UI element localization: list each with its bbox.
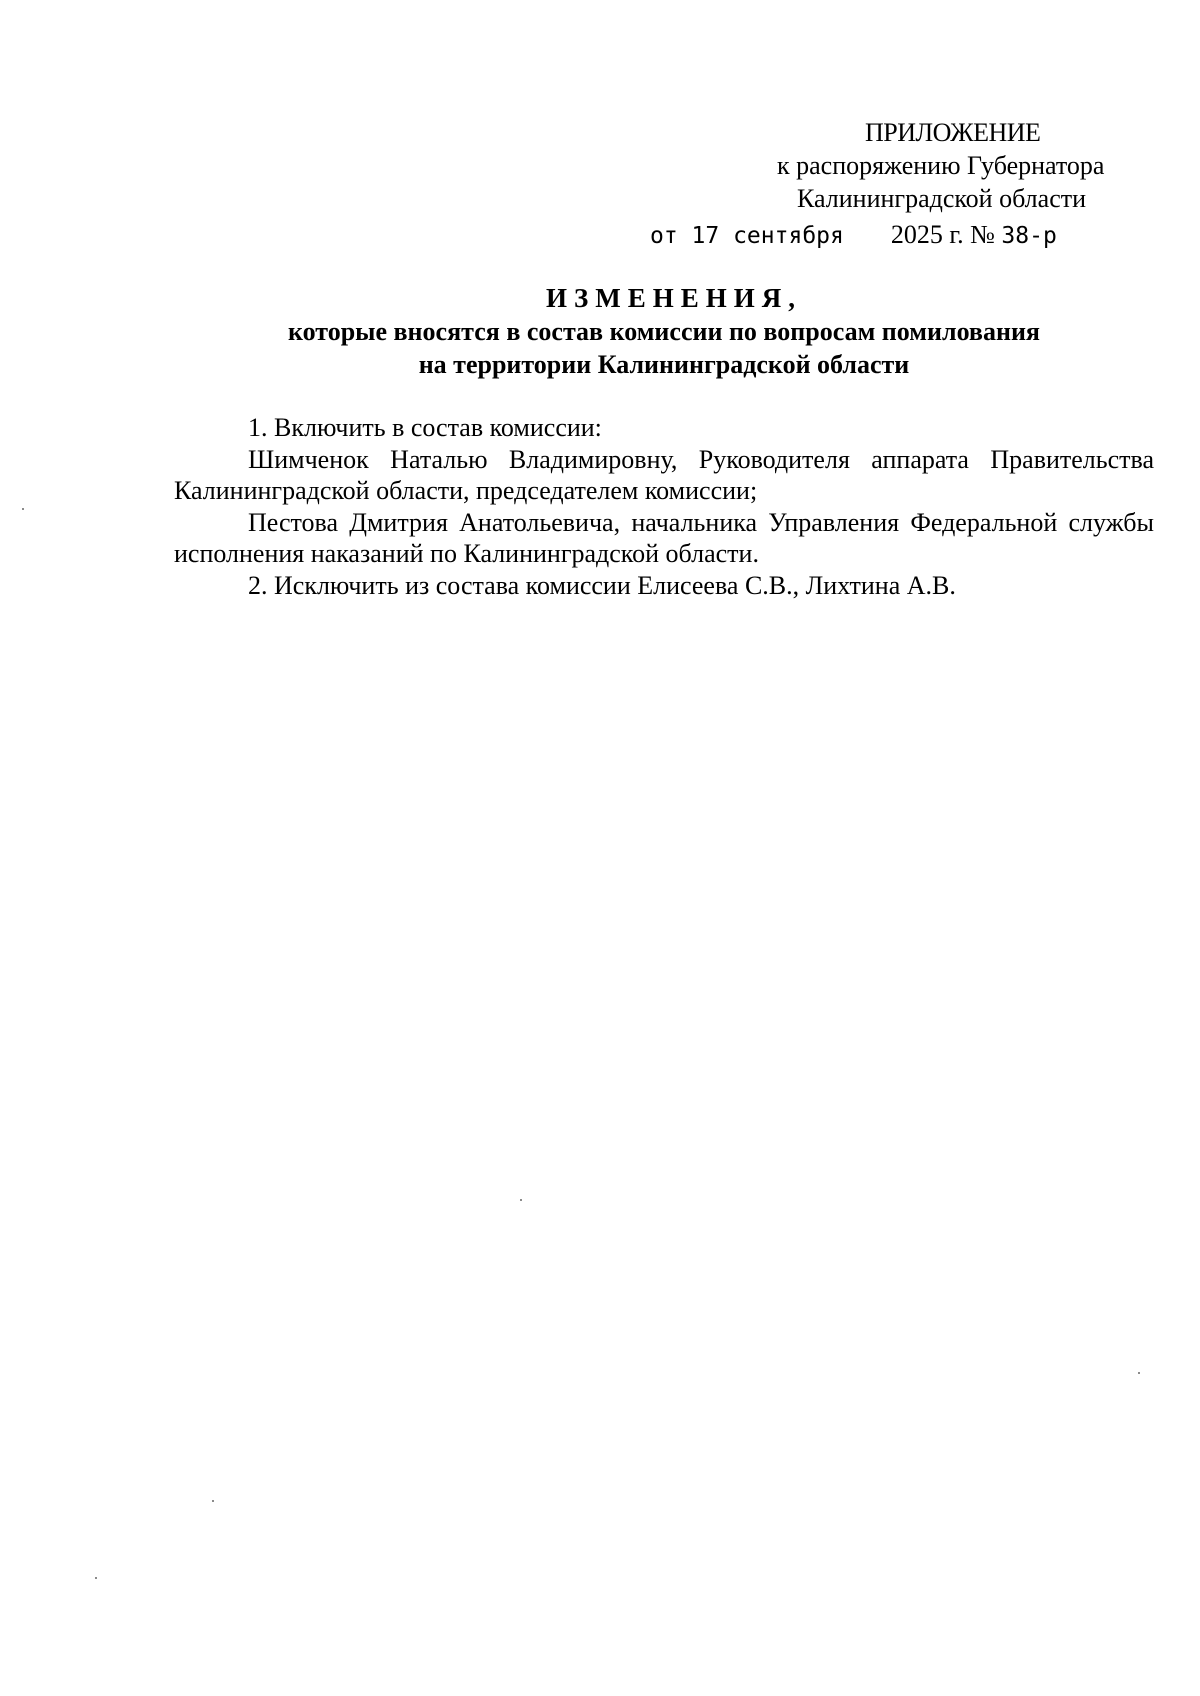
scan-speck bbox=[212, 1500, 214, 1502]
appendix-reference: к распоряжению Губернатора bbox=[777, 151, 1105, 180]
title-subtitle-line2: на территории Калининградской области bbox=[418, 350, 910, 379]
scan-speck bbox=[1138, 1372, 1140, 1374]
appendix-label: ПРИЛОЖЕНИЕ bbox=[865, 118, 1041, 147]
appendix-date: от 17 сентября bbox=[650, 223, 844, 249]
document-title bbox=[174, 281, 1154, 381]
appendix-year: 2025 г. № bbox=[890, 220, 995, 249]
item-person-1: Шимченок Наталью Владимировну, Руководителя аппарата Правительства Калининградской области, председателем комиссии; bbox=[174, 444, 1154, 505]
item-1-include: 1. Включить в состав комиссии: bbox=[248, 413, 602, 442]
title-main: ИЗМЕНЕНИЯ, bbox=[545, 283, 802, 313]
item-2-exclude: 2. Исключить из состава комиссии Елисеева С.В., Лихтина А.В. bbox=[248, 570, 956, 600]
scan-speck bbox=[22, 508, 24, 510]
title-subtitle-line1: которые вносятся в состав комиссии по вопросам помилования bbox=[287, 317, 1040, 346]
scan-speck bbox=[95, 1577, 97, 1579]
scan-speck bbox=[520, 1199, 522, 1201]
item-person-2: Пестова Дмитрия Анатольевича, начальника Управления Федеральной службы исполнения наказаний по Калининградской области. bbox=[174, 507, 1154, 568]
appendix-date-number bbox=[650, 218, 1057, 253]
appendix-number: 38-р bbox=[1001, 223, 1057, 249]
document-body bbox=[174, 412, 1154, 601]
appendix-region: Калининградской области bbox=[797, 184, 1087, 213]
